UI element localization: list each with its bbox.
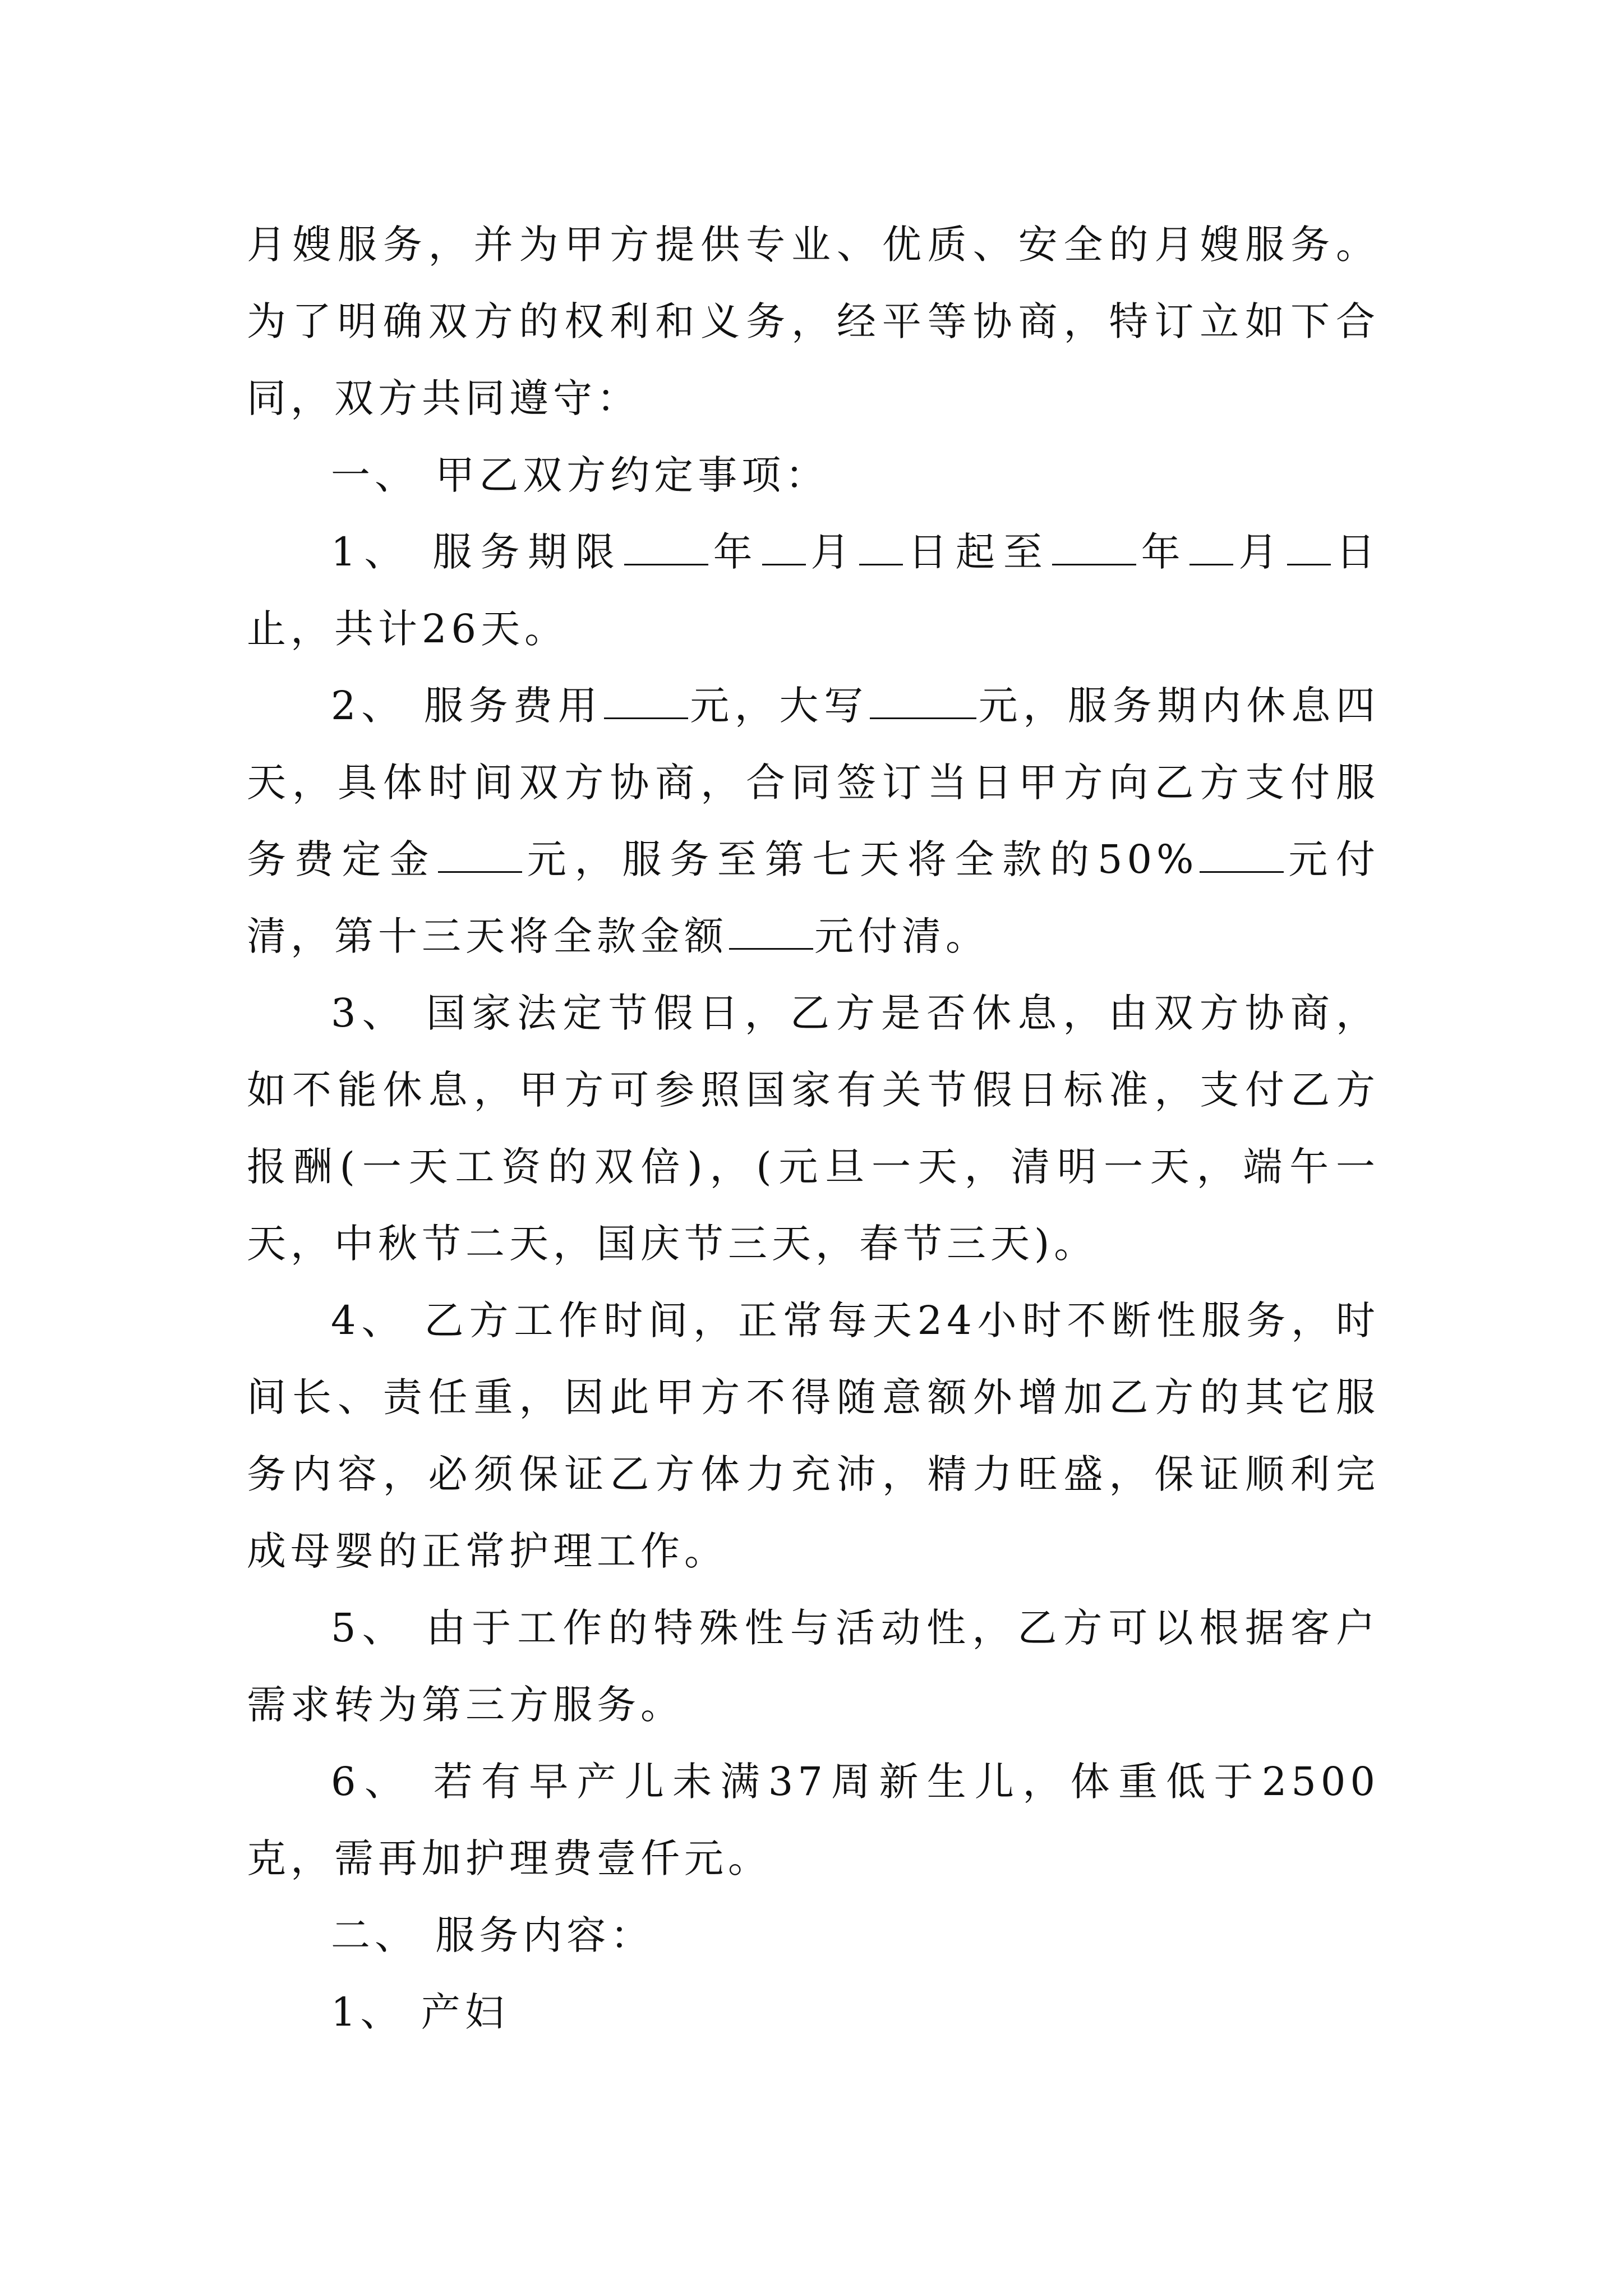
blank-field [859,530,903,565]
blank-field [604,684,688,719]
service-item-1: 1、 产妇 [331,1989,509,2035]
clause-1-prefix: 1、 服务期限 [331,529,623,575]
clause-2-text-1: 元，大写 [689,683,869,729]
clause-1-day-to-label: 日止，共计26天。 [247,529,1380,652]
clause-2-text-2: 元，服务期内休息四天，具体时间双方协商，合同签订当日甲方向乙方支付服务费定金 [247,683,1380,882]
clause-5-third-party: 5、 由于工作的特殊性与活动性，乙方可以根据客户需求转为第三方服务。 [247,1605,1380,1728]
blank-field [729,914,813,950]
blank-field [762,530,806,565]
clause-1-month2-label: 月 [1234,529,1287,575]
blank-field [438,838,522,873]
clause-1-month-label: 月 [806,529,859,575]
clause-4-working-hours: 4、 乙方工作时间，正常每天24小时不断性服务，时间长、责任重，因此甲方不得随意额外增加乙方的其它服务内容，必须保证乙方体力充沛，精力旺盛，保证顺利完成母婴的正常护理工作。 [247,1297,1380,1574]
section-heading-1: 一、 甲乙双方约定事项： [331,452,829,498]
clause-2-text-5: 元付清。 [814,913,989,959]
blank-field [870,684,976,719]
clause-2-text-3: 元，服务至第七天将全款的50% [523,836,1198,882]
blank-field [1189,530,1233,565]
clause-1-service-period [247,514,1380,668]
clause-1-year-label: 年 [709,529,761,575]
clause-2-prefix: 2、 服务费用 [331,683,603,729]
blank-field [1287,530,1331,565]
clause-6-premature: 6、 若有早产儿未满37周新生儿，体重低于2500克，需再加护理费壹仟元。 [247,1759,1380,1881]
clause-2-text-4: 元付清，第十三天将全款金额 [247,836,1380,959]
clause-1-day-from-label: 日起至 [904,529,1051,575]
clause-3-holidays: 3、 国家法定节假日，乙方是否休息，由双方协商，如不能休息，甲方可参照国家有关节假日标准，支付乙方报酬(一天工资的双倍)，(元旦一天，清明一天，端午一天，中秋节二天，国庆节三天，春节三天)。 [247,990,1380,1267]
paragraph-intro: 月嫂服务，并为甲方提供专业、优质、安全的月嫂服务。为了明确双方的权利和义务，经平等协商，特订立如下合同，双方共同遵守： [247,222,1380,421]
blank-field [624,530,708,565]
clause-2-service-fee [247,668,1380,975]
clause-1-year2-label: 年 [1137,529,1189,575]
blank-field [1200,838,1284,873]
document-body [247,206,1380,2051]
blank-field [1052,530,1136,565]
section-heading-2: 二、 服务内容： [331,1912,654,1958]
